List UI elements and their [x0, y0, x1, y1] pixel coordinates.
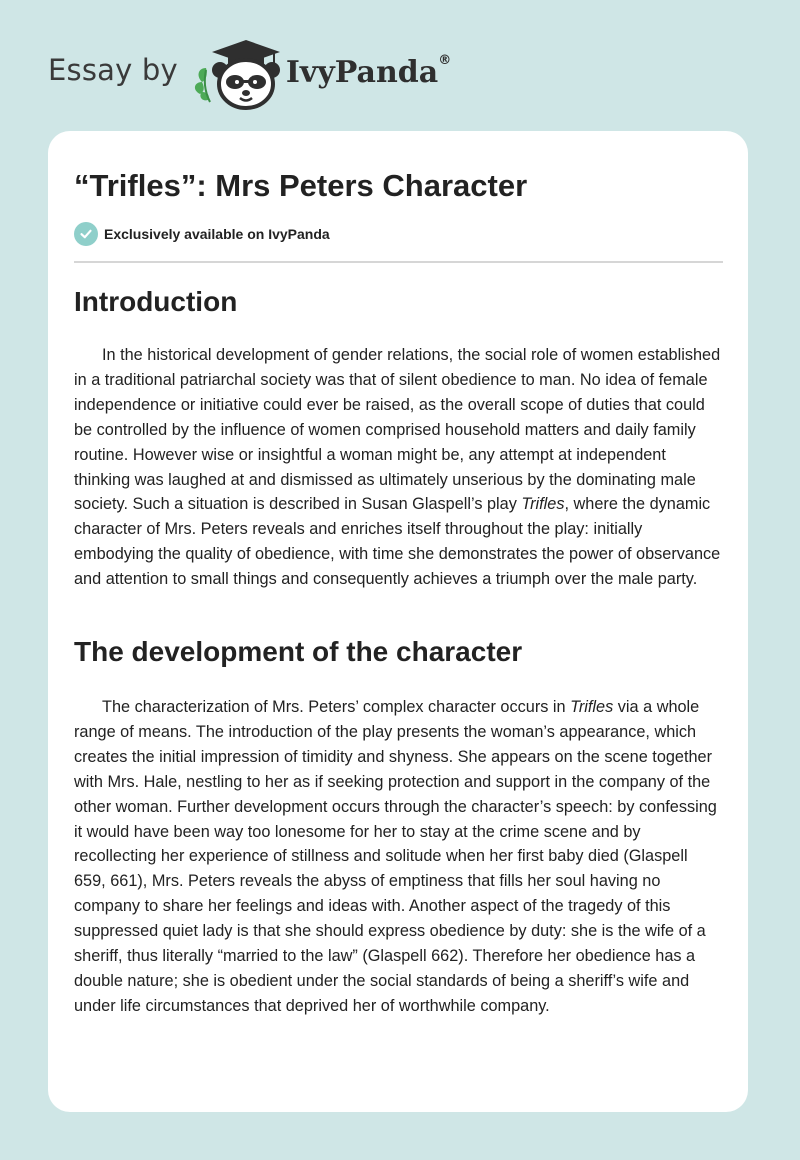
section-paragraph-development: The characterization of Mrs. Peters’ complex character occurs in Trifles via a whole range of means. The introduction of the play presents the woman’s appearance, which creates the initial impression of timidity and shyness. She appears on the scene together with Mrs. Hale, nestling to her as if seeking protection and support in the company of the other woman. Further development occurs through the character’s speech: by confessing it would have been way too lonesome for her to stay at the crime scene and by recollecting her experience of stillness and solitude when her first baby died (Glaspell 659, 661), Mrs. Peters reveals the abyss of emptiness that fills her soul having no company to share her feelings and ideas with. Another aspect of the tragedy of this suppressed quiet lady is that she should express obedience by duty: she is the wife of a sheriff, thus literally “married to the law” (Glaspell 662). Therefore her obedience has a double nature; she is obedient under the social standards of being a sheriff’s wife and under life circumstances that deprived her of worthwhile company. [74, 698, 717, 1015]
exclusive-label: Exclusively available on IvyPanda [104, 226, 330, 242]
play-title-italic: Trifles [570, 698, 614, 716]
exclusive-badge [74, 222, 330, 246]
ivypanda-logo[interactable] [192, 36, 451, 112]
section-paragraph-introduction: In the historical development of gender relations, the social role of women established in a traditional patriarchal society was that of silent obedience to man. No idea of female independence or initiative could ever be raised, as the overall scope of duties that could be controlled by the influence of women comprised household matters and daily family routine. However wise or insightful a woman might be, any attempt at independent thinking was laughed at and dismissed as ultimately unserious by the dominating male society. Such a situation is described in Susan Glaspell’s play Trifles, where the dynamic character of Mrs. Peters reveals and enriches itself throughout the play: initially embodying the quality of obedience, with time she demonstrates the power of observance and attention to small things and consequently achieves a triumph over the male party. [74, 346, 721, 589]
essay-title: “Trifles”: Mrs Peters Character [74, 168, 528, 203]
check-circle-icon [74, 222, 98, 246]
section-heading-development: The development of the character [74, 636, 523, 667]
play-title-italic: Trifles [521, 495, 565, 514]
registered-mark: ® [438, 52, 452, 68]
essay-by-label: Essay by [48, 53, 178, 87]
title-divider [74, 261, 723, 263]
essay-card [48, 131, 748, 1112]
panda-graduate-icon [192, 36, 280, 112]
section-heading-introduction: Introduction [74, 286, 238, 317]
brand-name: IvyPanda® [285, 52, 452, 90]
site-header [48, 34, 451, 114]
